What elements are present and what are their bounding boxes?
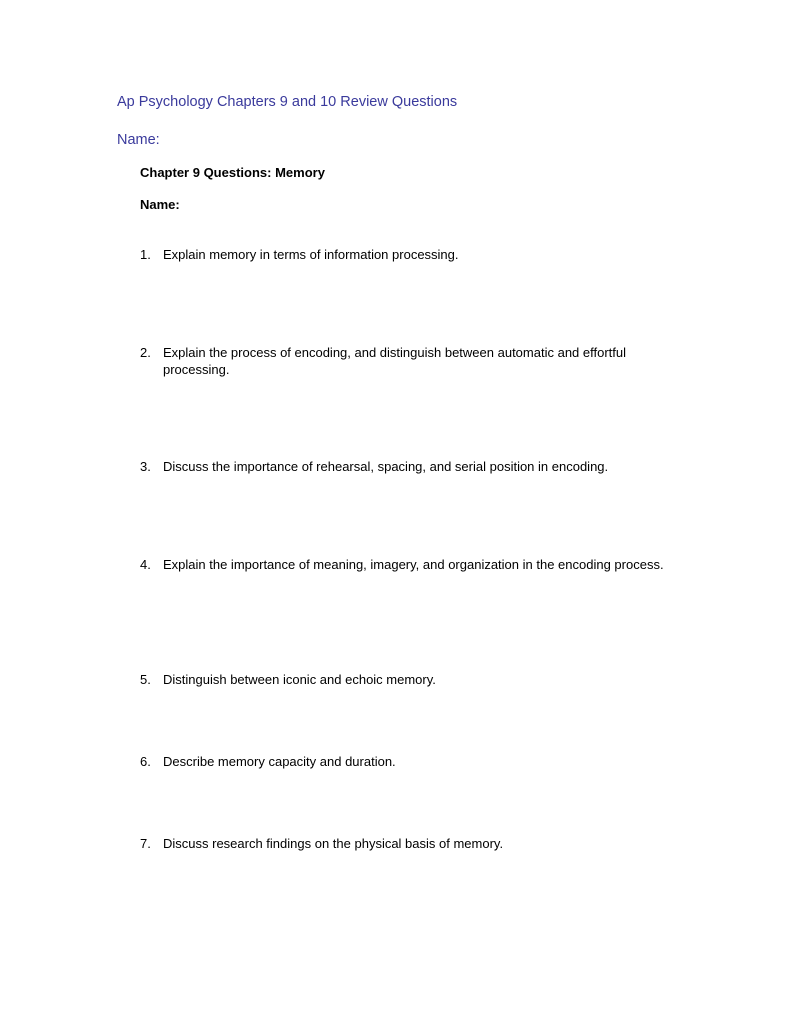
question-number: 7. [140,836,151,851]
section-title: Chapter 9 Questions: Memory [140,165,325,180]
question-item [140,344,680,378]
question-item [140,671,680,688]
question-item [140,246,680,263]
chapter-section [140,164,700,213]
question-item [140,458,680,475]
question-number: 3. [140,459,151,474]
question-number: 6. [140,754,151,769]
document-header [117,92,457,150]
question-text: Distinguish between iconic and echoic memory. [163,672,436,687]
question-number: 4. [140,557,151,572]
question-item [140,753,680,770]
question-item [140,556,680,573]
question-text: Describe memory capacity and duration. [163,754,396,769]
question-text: Discuss the importance of rehearsal, spacing, and serial position in encoding. [163,459,609,474]
document-title: Ap Psychology Chapters 9 and 10 Review Questions [117,94,458,110]
question-number: 5. [140,672,151,687]
question-number: 1. [140,247,151,262]
question-text: Explain memory in terms of information processing. [163,247,459,262]
name-label: Name: [117,132,160,148]
question-text: Explain the process of encoding, and distinguish between automatic and effortful processing. [163,345,627,377]
question-text: Discuss research findings on the physical basis of memory. [163,836,504,851]
question-item [140,835,680,852]
section-name-label: Name: [140,197,180,212]
question-number: 2. [140,345,151,360]
question-text: Explain the importance of meaning, imagery, and organization in the encoding process. [163,557,664,572]
